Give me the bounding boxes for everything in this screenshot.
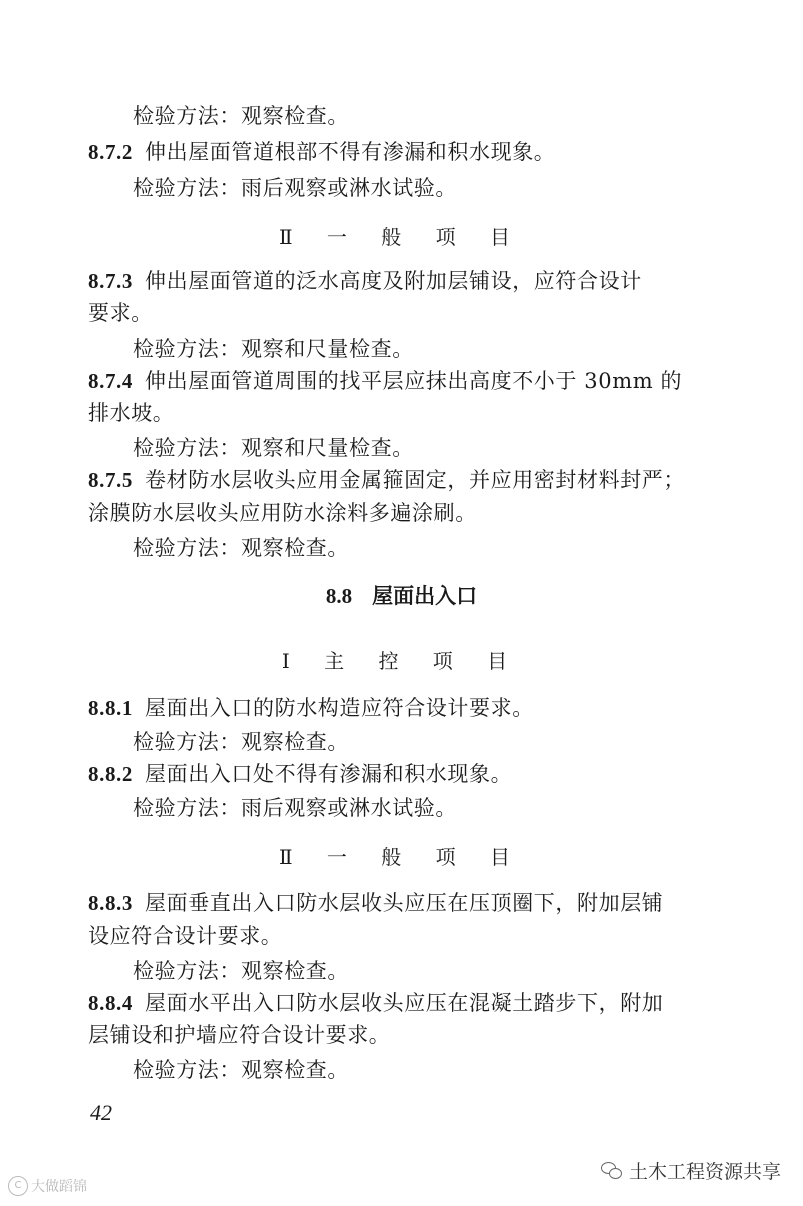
clause-8-8-1 — [88, 693, 718, 723]
clause-number: 8.8.1 — [88, 696, 133, 720]
clause-number: 8.8.3 — [88, 891, 133, 915]
clause-continuation: 设应符合设计要求。 — [88, 924, 283, 948]
inspection-method: 检验方法：观察检查。 — [133, 730, 349, 754]
clause-number: 8.8.4 — [88, 991, 133, 1015]
watermark-source — [8, 1176, 87, 1196]
clause-continuation: 涂膜防水层收头应用防水涂料多遍涂刷。 — [88, 501, 477, 525]
clause-text: 卷材防水层收头应用金属箍固定，并应用密封材料封严； — [145, 468, 685, 492]
clause-8-8-2 — [88, 759, 718, 789]
clause-8-7-4 — [88, 366, 718, 396]
clause-text: 屋面出入口处不得有渗漏和积水现象。 — [145, 762, 513, 786]
clause-text: 伸出屋面管道的泛水高度及附加层铺设，应符合设计 — [145, 269, 642, 293]
clause-continuation: 要求。 — [88, 301, 153, 325]
inspection-method: 检验方法：雨后观察或淋水试验。 — [133, 176, 457, 200]
watermark-left-text: 大做蹈锦 — [31, 1179, 87, 1195]
clause-number: 8.7.5 — [88, 468, 133, 492]
watermark-text: 土木工程资源共享 — [628, 1161, 781, 1183]
subhead-general-items: Ⅱ 一 般 项 目 — [278, 845, 525, 869]
section-number: 8.8 — [325, 584, 353, 608]
wechat-icon — [601, 1162, 623, 1180]
inspection-method: 检验方法：观察检查。 — [133, 104, 349, 128]
clause-text: 屋面水平出入口防水层收头应压在混凝土踏步下，附加 — [145, 991, 664, 1015]
clause-number: 8.7.3 — [88, 269, 133, 293]
inspection-method: 检验方法：观察检查。 — [133, 959, 349, 983]
section-title — [0, 581, 803, 611]
clause-text: 伸出屋面管道根部不得有渗漏和积水现象。 — [145, 140, 556, 164]
clause-8-8-3 — [88, 888, 718, 918]
clause-continuation: 层铺设和护墙应符合设计要求。 — [88, 1023, 391, 1047]
watermark-channel — [601, 1157, 781, 1184]
cc-icon: C — [8, 1176, 28, 1196]
clause-continuation: 排水坡。 — [88, 401, 175, 425]
inspection-method: 检验方法：观察检查。 — [133, 1058, 349, 1082]
clause-8-7-3 — [88, 266, 718, 296]
inspection-method: 检验方法：观察检查。 — [133, 536, 349, 560]
clause-number: 8.7.2 — [88, 140, 133, 164]
inspection-method: 检验方法：雨后观察或淋水试验。 — [133, 796, 457, 820]
clause-8-7-2 — [88, 137, 718, 167]
clause-number: 8.7.4 — [88, 369, 133, 393]
section-name: 屋面出入口 — [372, 584, 478, 608]
clause-8-7-5 — [88, 465, 718, 495]
subhead-main-control-items: Ⅰ 主 控 项 目 — [281, 649, 522, 673]
clause-text: 屋面垂直出入口防水层收头应压在压顶圈下，附加层铺 — [145, 891, 664, 915]
clause-8-8-4 — [88, 988, 718, 1018]
clause-text: 屋面出入口的防水构造应符合设计要求。 — [145, 696, 534, 720]
subhead-general-items: Ⅱ 一 般 项 目 — [278, 225, 525, 249]
clause-text: 伸出屋面管道周围的找平层应抹出高度不小于 30mm 的 — [145, 369, 683, 393]
inspection-method: 检验方法：观察和尺量检查。 — [133, 436, 414, 460]
clause-number: 8.8.2 — [88, 762, 133, 786]
page-number: 42 — [90, 1100, 112, 1125]
inspection-method: 检验方法：观察和尺量检查。 — [133, 337, 414, 361]
